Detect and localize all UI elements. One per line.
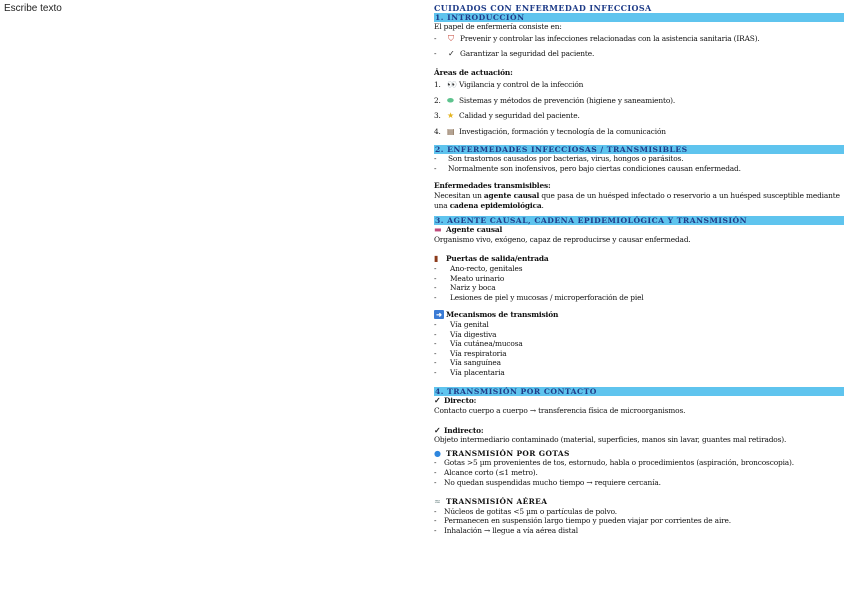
list-item: - No quedan suspendidas mucho tiempo → requiere cercanía. [434,477,661,487]
intro-text: El papel de enfermería consiste en: [434,22,562,31]
arrow-right-icon: ➜ [434,310,444,319]
list-item: - Vía respiratoria [434,348,507,358]
eyes-icon: 👀 [447,80,457,90]
text-placeholder[interactable]: Escribe texto [4,3,62,14]
section-4-heading: 4. TRANSMISIÓN POR CONTACTO [434,387,844,396]
wind-icon: ≈ [434,496,441,507]
check-icon: ✓ [448,49,455,59]
list-item: 3. ★ Calidad y seguridad del paciente. [434,111,580,121]
document-title: CUIDADOS CON ENFERMEDAD INFECCIOSA [434,3,652,13]
list-item: - Vía placentaria [434,367,505,377]
agent-text: Organismo vivo, exógeno, capaz de reproducirse y causar enfermedad. [434,234,691,244]
section-1-heading: 1. INTRODUCCIÓN [434,13,844,22]
list-item: - Vía sanguínea [434,358,501,368]
droplets-title: ● TRANSMISIÓN POR GOTAS [434,447,570,458]
list-item: - Vía cutánea/mucosa [434,339,523,349]
list-item: - Gotas >5 µm provenientes de tos, estornudo, habla o procedimientos (aspiración, broncoscopia). [434,458,794,468]
list-item: - Vía digestiva [434,329,497,339]
section-2-heading: 2. ENFERMEDADES INFECCIOSAS / TRANSMISIBLES [434,145,844,154]
list-item: - Permanecen en suspensión largo tiempo y pueden viajar por corrientes de aire. [434,516,731,526]
list-item: - Meato urinario [434,273,505,283]
list-item: - Ano-recto, genitales [434,263,523,273]
indirect-title: ✓ Indirecto: [434,424,484,435]
list-item: - ⛉ Prevenir y controlar las infecciones relacionadas con la asistencia sanitaria (IRAS). [434,34,760,44]
document-content [434,4,844,536]
list-item: 2. ⬬ Sistemas y métodos de prevención (higiene y saneamiento). [434,95,676,105]
section-3-heading: 3. AGENTE CAUSAL, CADENA EPIDEMIOLÓGICA Y TRANSMISIÓN [434,216,844,225]
list-item: 4. ▤ Investigación, formación y tecnología de la comunicación [434,126,666,136]
doors-title: ▮ Puertas de salida/entrada [434,253,549,264]
germ-icon: ▬ [434,224,442,235]
list-item: - Inhalación → llegue a vía aérea distal [434,526,578,535]
check-icon: ✓ [434,424,441,435]
transmissible-text: Necesitan un agente causal que pasa de un huésped infectado o reservorio a un huésped susceptible mediante una cadena epidemiológica. [434,190,840,210]
list-item: - Lesiones de piel y mucosas / microperforación de piel [434,292,644,302]
areas-title: Áreas de actuación: [434,67,513,77]
transmissible-title: Enfermedades transmisibles: [434,181,551,191]
airborne-title: ≈ TRANSMISIÓN AÉREA [434,496,548,507]
books-icon: ▤ [447,126,455,136]
list-item: - Alcance corto (≤1 metro). [434,468,538,478]
door-icon: ▮ [434,253,439,264]
shield-icon: ⛉ [448,34,454,44]
list-item: - Vía genital [434,319,489,329]
list-item: - Normalmente son inofensivos, pero bajo ciertas condiciones causan enfermedad. [434,163,741,173]
agent-title: ▬ Agente causal [434,224,503,235]
list-item: - Núcleos de gotitas <5 µm o partículas de polvo. [434,506,617,516]
mechanisms-title: ➜ Mecanismos de transmisión [434,310,844,320]
list-item: - Son trastornos causados por bacterias, virus, hongos o parásitos. [434,154,684,164]
direct-text: Contacto cuerpo a cuerpo → transferencia física de microorganismos. [434,406,686,416]
list-item: 1. 👀 Vigilancia y control de la infección [434,80,584,90]
droplet-icon: ● [434,447,441,458]
check-icon: ✓ [434,395,441,406]
star-icon: ★ [447,111,455,121]
indirect-text: Objeto intermediario contaminado (material, superficies, manos sin lavar, guantes mal retirados). [434,435,787,445]
soap-icon: ⬬ [447,95,454,105]
list-item: - Nariz y boca [434,283,496,293]
direct-title: ✓ Directo: [434,395,477,406]
list-item: - ✓ Garantizar la seguridad del paciente. [434,49,595,59]
